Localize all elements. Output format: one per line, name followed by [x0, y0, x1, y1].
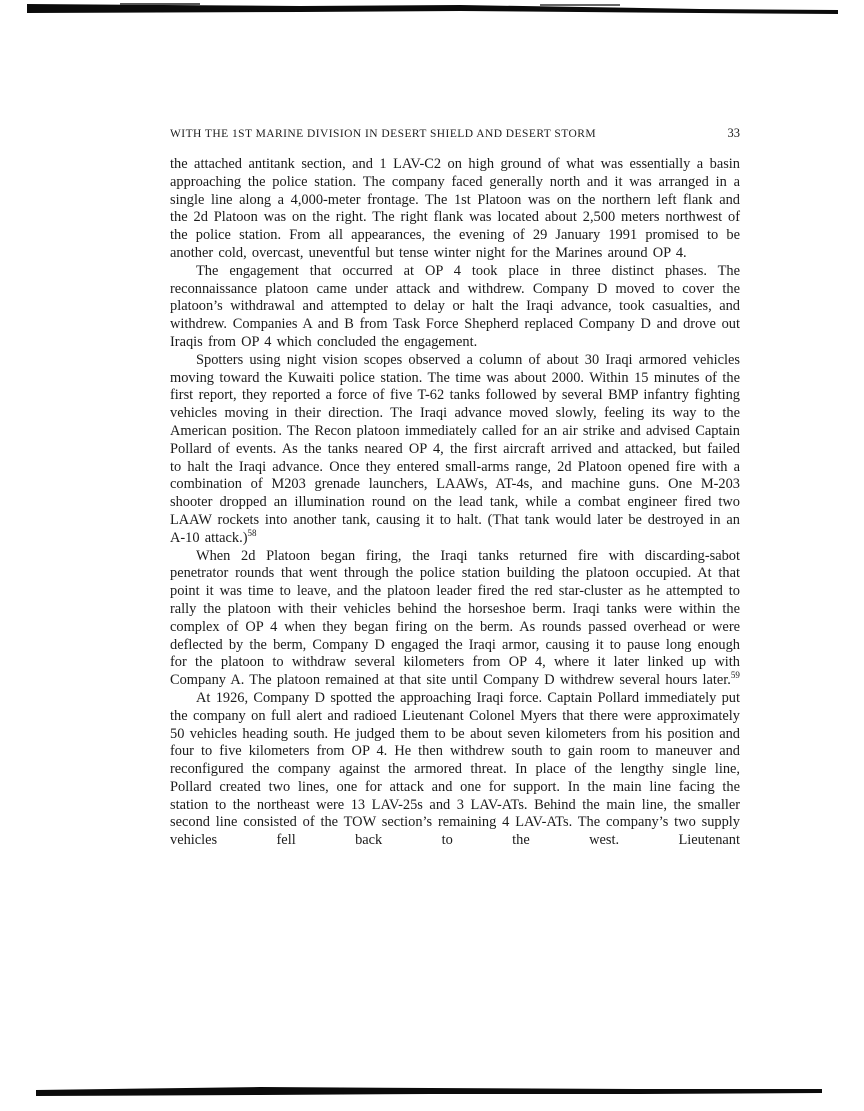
scan-artifact-bottom: [0, 1080, 864, 1109]
paragraph: Spotters using night vision scopes observed a column of about 30 Iraqi armored vehicles moving toward the Kuwaiti police station. The time was about 2000. Within 15 minutes of the first report, they reported a force of five T-62 tanks followed by several BMP infantry fighting vehicles moving in their direction. The Iraqi advance moved slowly, feeling its way to the American position. The Recon platoon immediately called for an air strike and advised Captain Pollard of events. As the tanks neared OP 4, the first aircraft arrived and attacked, but failed to halt the Iraqi advance. Once they entered small-arms range, 2d Platoon opened fire with a combination of M203 grenade launchers, LAAWs, AT-4s, and machine guns. One M-203 shooter dropped an illumination round on the lead tank, while a combat engineer fired two LAAW rockets into another tank, causing it to halt. (That tank would later be destroyed in an A-10 attack.)$^{58}$: [170, 351, 740, 546]
paragraph: The engagement that occurred at OP 4 took place in three distinct phases. The reconnaissance platoon came under attack and withdrew. Company D moved to cover the platoon’s withdrawal and attempted to delay or halt the Iraqi advance, took casualties, and withdrew. Companies A and B from Task Force Shepherd replaced Company D and drove out Iraqis from OP 4 which concluded the engagement.: [170, 262, 740, 350]
paragraph: the attached antitank section, and 1 LAV-C2 on high ground of what was essentially a basin approaching the police station. The company faced generally north and it was arranged in a single line along a 4,000-meter frontage. The 1st Platoon was on the northern left flank and the 2d Platoon was on the right. The right flank was located about 2,500 meters northwest of the police station. From all appearances, the evening of 29 January 1991 promised to be another cold, overcast, uneventful but tense winter night for the Marines around OP 4.: [170, 156, 740, 261]
running-title: WITH THE 1ST MARINE DIVISION IN DESERT SHIELD AND DESERT STORM: [170, 128, 597, 140]
footnote-ref: 58: [247, 527, 257, 538]
paragraph: At 1926, Company D spotted the approaching Iraqi force. Captain Pollard immediately put the company on full alert and radioed Lieutenant Colonel Myers that there were approximately 50 vehicles heading south. He judged them to be about seven kilometers from his position and four to five kilometers from OP 4. He then withdrew south to gain room to maneuver and reconfigured the company against the armored threat. In place of the lengthy single line, Pollard created two lines, one for attack and one for support. In the main line facing the station to the northeast were 13 LAV-25s and 3 LAV-ATs. Behind the main line, the smaller second line consisted of the TOW section’s remaining 4 LAV-ATs. The company’s two supply vehicles fell back to the west. Lieutenant: [170, 689, 740, 849]
page-number: 33: [727, 126, 740, 140]
scan-artifact-top: [0, 0, 864, 27]
paragraph: When 2d Platoon began firing, the Iraqi tanks returned fire with discarding-sabot penetrator rounds that went through the police station building the platoon occupied. At that point it was time to leave, and the platoon leader fired the red star-cluster as he attempted to rally the platoon with their vehicles behind the horseshoe berm. Iraqi tanks were within the complex of OP 4 when they began firing on the berm. As rounds passed overhead or were deflected by the berm, Company D engaged the Iraqi armor, causing it to pause long enough for the platoon to withdraw several kilometers from OP 4, where it later linked up with Company A. The platoon remained at that site until Company D withdrew several hours later.$^{59}$: [170, 547, 740, 689]
footnote-ref: 59: [730, 670, 740, 681]
body-text: [170, 156, 740, 850]
running-header: [170, 126, 740, 141]
